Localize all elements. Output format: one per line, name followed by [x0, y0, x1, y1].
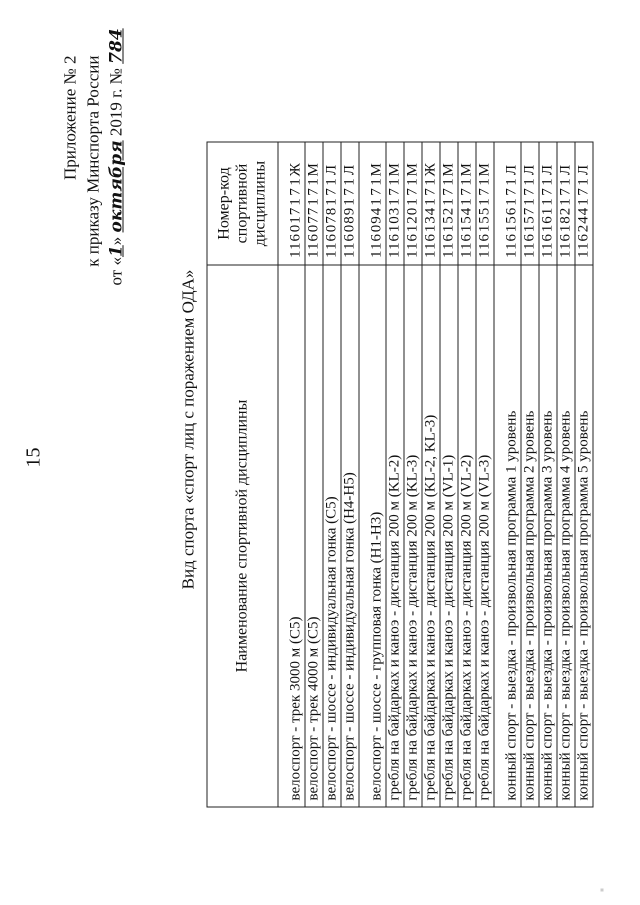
code-part: 1	[305, 196, 321, 206]
code-part: 1	[305, 176, 321, 186]
code-part: Л	[539, 163, 555, 175]
table-row	[323, 142, 341, 807]
code-part: 1	[368, 176, 384, 186]
code-part: 1	[503, 196, 519, 206]
table-row	[341, 142, 359, 807]
table-row	[386, 142, 404, 807]
code-part: 116	[287, 232, 303, 258]
discipline-name: конный спорт - выездка - произвольная программа 3 уровень	[539, 265, 557, 807]
table-row	[359, 142, 386, 807]
code-part: 7	[305, 186, 321, 196]
discipline-name: велоспорт - трек 3000 м (С5)	[278, 265, 305, 807]
discipline-code	[359, 142, 386, 265]
code-part: 154	[458, 206, 474, 232]
discipline-code	[458, 142, 476, 265]
table-row	[521, 142, 539, 807]
discipline-name: велоспорт - шоссе - индивидуальная гонка (С5)	[323, 265, 341, 807]
table-body	[278, 142, 593, 807]
handwritten-day: 1	[106, 244, 126, 257]
code-part: 1	[458, 196, 474, 206]
code-part: Л	[557, 163, 573, 175]
code-part: Л	[521, 163, 537, 175]
code-part: 7	[476, 186, 492, 196]
table-row	[422, 142, 440, 807]
table-row	[557, 142, 575, 807]
code-part: 1	[440, 176, 456, 186]
code-part: 116	[422, 232, 438, 258]
code-part: 116	[323, 232, 339, 258]
discipline-code	[305, 142, 323, 265]
header-discipline-name: Наименование спортивной дисциплины	[207, 265, 278, 807]
code-part: 116	[341, 232, 357, 258]
code-part: М	[476, 161, 492, 176]
discipline-name: велоспорт - трек 4000 м (С5)	[305, 265, 323, 807]
disciplines-table	[206, 141, 593, 807]
code-part: 116	[557, 232, 573, 258]
discipline-name: велоспорт - шоссе - индивидуальная гонка (Н4-Н5)	[341, 265, 359, 807]
discipline-code	[440, 142, 458, 265]
code-part: 1	[422, 196, 438, 206]
date-year: 2019 г. №	[106, 67, 125, 136]
code-part: 120	[404, 206, 420, 232]
discipline-code	[323, 142, 341, 265]
discipline-code	[278, 142, 305, 265]
code-part: 089	[341, 206, 357, 232]
table-row	[440, 142, 458, 807]
code-part: 134	[422, 206, 438, 232]
code-part: М	[305, 161, 321, 176]
code-part: 244	[575, 206, 591, 232]
code-part: 7	[575, 186, 591, 196]
code-part: 1	[521, 196, 537, 206]
discipline-name: гребля на байдарках и каноэ - дистанция 200 м (KL-2, KL-3)	[422, 265, 440, 807]
code-part: 1	[287, 176, 303, 186]
code-part: 116	[539, 232, 555, 258]
discipline-name: гребля на байдарках и каноэ - дистанция 200 м (VL-3)	[476, 265, 494, 807]
discipline-name: велоспорт - шоссе - групповая гонка (Н1-Н3)	[359, 265, 386, 807]
code-part: 1	[476, 176, 492, 186]
code-part: 116	[476, 232, 492, 258]
code-part: М	[440, 161, 456, 176]
code-part: 1	[341, 196, 357, 206]
code-part: 1	[539, 176, 555, 186]
code-part: 116	[368, 232, 384, 258]
code-part: 116	[458, 232, 474, 258]
table-row	[278, 142, 305, 807]
code-part: 017	[287, 206, 303, 232]
code-part: М	[404, 161, 420, 176]
code-part: 1	[287, 196, 303, 206]
code-part: 7	[386, 186, 402, 196]
code-part: 1	[575, 196, 591, 206]
code-part: 1	[404, 196, 420, 206]
code-part: 1	[323, 176, 339, 186]
code-part: М	[386, 161, 402, 176]
code-part: 152	[440, 206, 456, 232]
code-part: 1	[404, 176, 420, 186]
code-part: 7	[287, 186, 303, 196]
discipline-name: гребля на байдарках и каноэ - дистанция 200 м (VL-2)	[458, 265, 476, 807]
appendix-title: Приложение № 2	[60, 55, 79, 180]
discipline-name: конный спорт - выездка - произвольная программа 4 уровень	[557, 265, 575, 807]
code-part: 1	[476, 196, 492, 206]
code-part: 7	[521, 186, 537, 196]
discipline-name: конный спорт - выездка - произвольная программа 2 уровень	[521, 265, 539, 807]
code-part: 1	[557, 196, 573, 206]
code-part: 077	[305, 206, 321, 232]
code-part: 7	[503, 186, 519, 196]
scan-speck	[600, 888, 603, 891]
code-part: 1	[386, 176, 402, 186]
code-part: Л	[341, 163, 357, 175]
code-part: М	[368, 161, 384, 176]
code-part: 7	[557, 186, 573, 196]
handwritten-number: 784	[106, 27, 126, 64]
sport-title: Вид спорта «спорт лиц с поражением ОДА»	[178, 269, 197, 589]
code-part: 116	[305, 232, 321, 258]
code-part: 1	[440, 196, 456, 206]
appendix-header	[58, 27, 128, 285]
date-quote: »	[106, 236, 125, 245]
appendix-order-ref: к приказу Минспорта России	[83, 55, 102, 267]
code-part: 7	[422, 186, 438, 196]
table-row	[458, 142, 476, 807]
discipline-code	[557, 142, 575, 265]
code-part: 7	[323, 186, 339, 196]
table-header-row	[207, 142, 278, 807]
handwritten-month: октября	[106, 139, 126, 232]
code-part: 116	[575, 232, 591, 258]
code-part: 1	[503, 176, 519, 186]
code-part: 116	[503, 232, 519, 258]
code-part: 1	[341, 176, 357, 186]
code-part: 1	[323, 196, 339, 206]
code-part: 1	[422, 176, 438, 186]
table-row	[575, 142, 593, 807]
page-number: 15	[22, 447, 44, 467]
discipline-name: гребля на байдарках и каноэ - дистанция 200 м (VL-1)	[440, 265, 458, 807]
code-part: 103	[386, 206, 402, 232]
code-part: 182	[557, 206, 573, 232]
discipline-code	[404, 142, 422, 265]
discipline-code	[539, 142, 557, 265]
discipline-name: гребля на байдарках и каноэ - дистанция 200 м (KL-3)	[404, 265, 422, 807]
code-part: Л	[503, 163, 519, 175]
code-part: Ж	[287, 161, 303, 176]
code-part: Л	[575, 163, 591, 175]
code-part: 116	[521, 232, 537, 258]
discipline-code	[386, 142, 404, 265]
code-part: 094	[368, 206, 384, 232]
code-part: 157	[521, 206, 537, 232]
code-part: 1	[386, 196, 402, 206]
code-part: 7	[539, 186, 555, 196]
code-part: 7	[368, 186, 384, 196]
discipline-code	[422, 142, 440, 265]
code-part: 1	[368, 196, 384, 206]
date-prefix: от «	[106, 256, 125, 285]
discipline-code	[521, 142, 539, 265]
discipline-code	[575, 142, 593, 265]
code-part: 1	[557, 176, 573, 186]
table-row	[476, 142, 494, 807]
table-row	[539, 142, 557, 807]
code-part: 156	[503, 206, 519, 232]
table-row	[494, 142, 521, 807]
appendix-order-date	[104, 27, 128, 285]
code-part: М	[458, 161, 474, 176]
code-part: Л	[323, 163, 339, 175]
code-part: 7	[404, 186, 420, 196]
discipline-code	[476, 142, 494, 265]
code-part: 116	[404, 232, 420, 258]
code-part: 1	[458, 176, 474, 186]
code-part: 116	[386, 232, 402, 258]
table-row	[404, 142, 422, 807]
code-part: 1	[521, 176, 537, 186]
code-part: 1	[575, 176, 591, 186]
discipline-name: конный спорт - выездка - произвольная программа 1 уровень	[494, 265, 521, 807]
code-part: 161	[539, 206, 555, 232]
discipline-name: гребля на байдарках и каноэ - дистанция 200 м (KL-2)	[386, 265, 404, 807]
discipline-code	[494, 142, 521, 265]
code-part: 7	[458, 186, 474, 196]
code-part: 1	[539, 196, 555, 206]
code-part: Ж	[422, 161, 438, 176]
code-part: 078	[323, 206, 339, 232]
discipline-name: конный спорт - выездка - произвольная программа 5 уровень	[575, 265, 593, 807]
discipline-code	[341, 142, 359, 265]
code-part: 155	[476, 206, 492, 232]
header-discipline-code: Номер-код спортивной дисциплины	[207, 142, 278, 265]
code-part: 7	[440, 186, 456, 196]
code-part: 116	[440, 232, 456, 258]
table-row	[305, 142, 323, 807]
code-part: 7	[341, 186, 357, 196]
